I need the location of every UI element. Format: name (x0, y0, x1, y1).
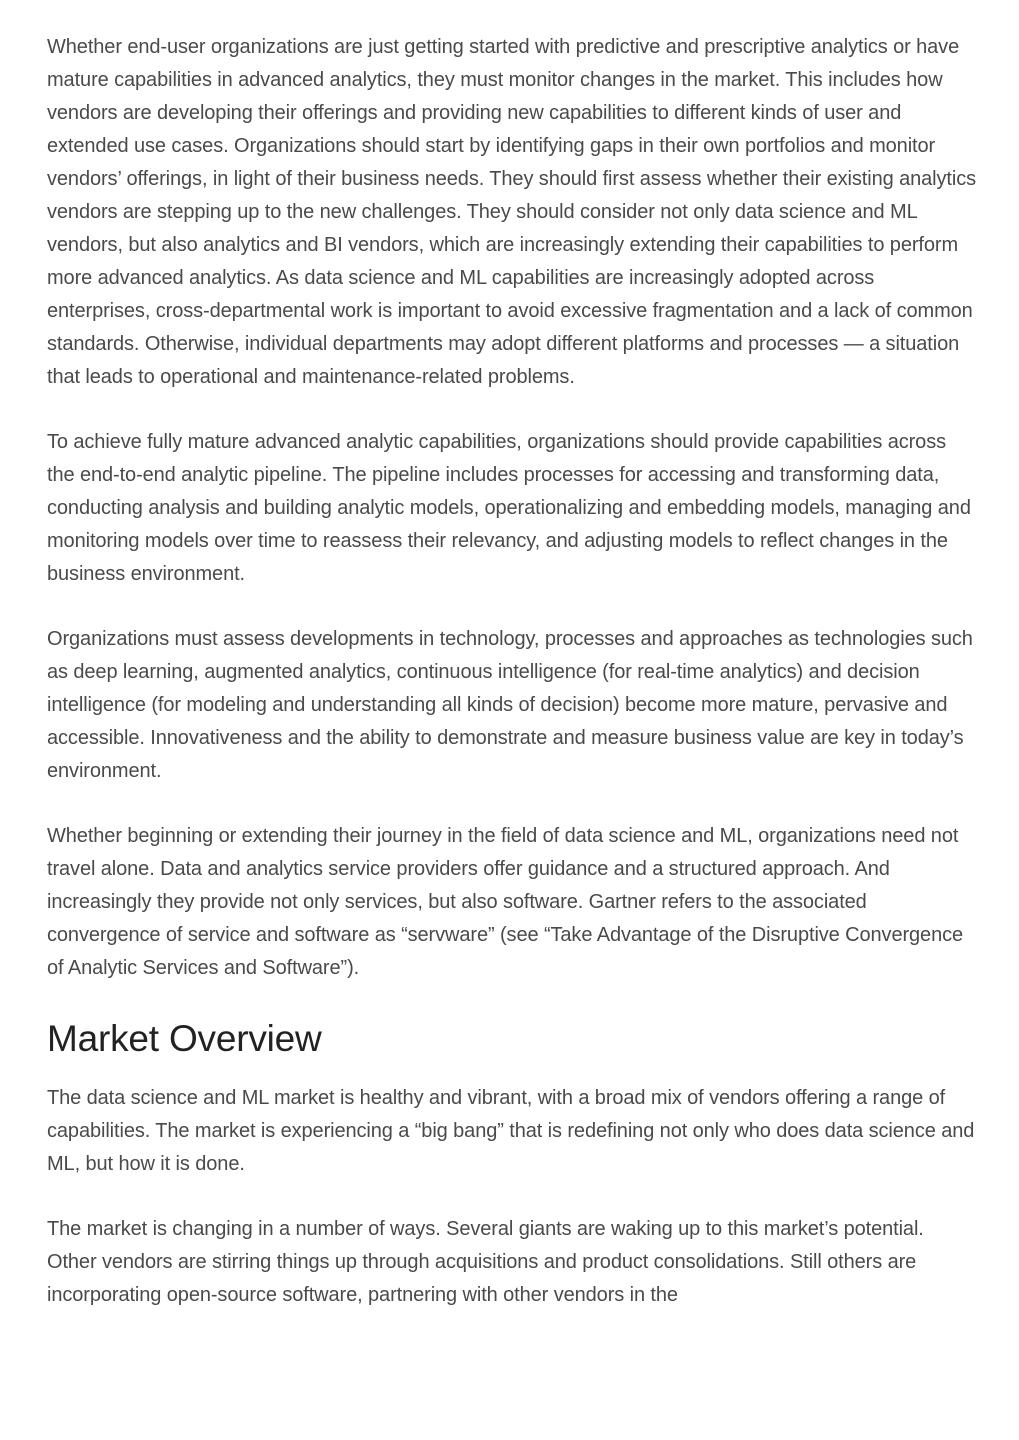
section-heading: Market Overview (47, 1018, 322, 1059)
body-paragraph: Whether end-user organizations are just getting started with predictive and prescriptive analytics or have mature capabilities in advanced analytics, they must monitor changes in the market. This includes how vendors are developing their offerings and providing new capabilities to different kinds of user and extended use cases. Organizations should start by identifying gaps in their own portfolios and monitor vendors’ offerings, in light of their business needs. They should first assess whether their existing analytics vendors are stepping up to the new challenges. They should consider not only data science and ML vendors, but also analytics and BI vendors, which are increasingly extending their capabilities to perform more advanced analytics. As data science and ML capabilities are increasingly adopted across enterprises, cross-departmental work is important to avoid excessive fragmentation and a lack of common standards. Otherwise, individual departments may adopt different platforms and processes — a situation that leads to operational and maintenance-related problems. (47, 36, 977, 388)
document-page (47, 31, 977, 1344)
body-paragraph: The data science and ML market is healthy and vibrant, with a broad mix of vendors offering a range of capabilities. The market is experiencing a “big bang” that is redefining not only who does data science and ML, but how it is done. (47, 1087, 975, 1175)
body-paragraph: To achieve fully mature advanced analytic capabilities, organizations should provide capabilities across the end-to-end analytic pipeline. The pipeline includes processes for accessing and transforming data, conducting analysis and building analytic models, operationalizing and embedding models, managing and monitoring models over time to reassess their relevancy, and adjusting models to reflect changes in the business environment. (47, 431, 971, 585)
body-paragraph: Organizations must assess developments in technology, processes and approaches as technologies such as deep learning, augmented analytics, continuous intelligence (for real-time analytics) and decision intelligence (for modeling and understanding all kinds of decision) become more mature, pervasive and accessible. Innovativeness and the ability to demonstrate and measure business value are key in today’s environment. (47, 628, 973, 782)
body-paragraph: The market is changing in a number of ways. Several giants are waking up to this market’s potential. Other vendors are stirring things up through acquisitions and product consolidations. Still others are incorporating open-source software, partnering with other vendors in the (47, 1218, 924, 1306)
body-paragraph: Whether beginning or extending their journey in the field of data science and ML, organizations need not travel alone. Data and analytics service providers offer guidance and a structured approach. And increasingly they provide not only services, but also software. Gartner refers to the associated convergence of service and software as “servware” (see “Take Advantage of the Disruptive Convergence of Analytic Services and Software”). (47, 825, 964, 979)
